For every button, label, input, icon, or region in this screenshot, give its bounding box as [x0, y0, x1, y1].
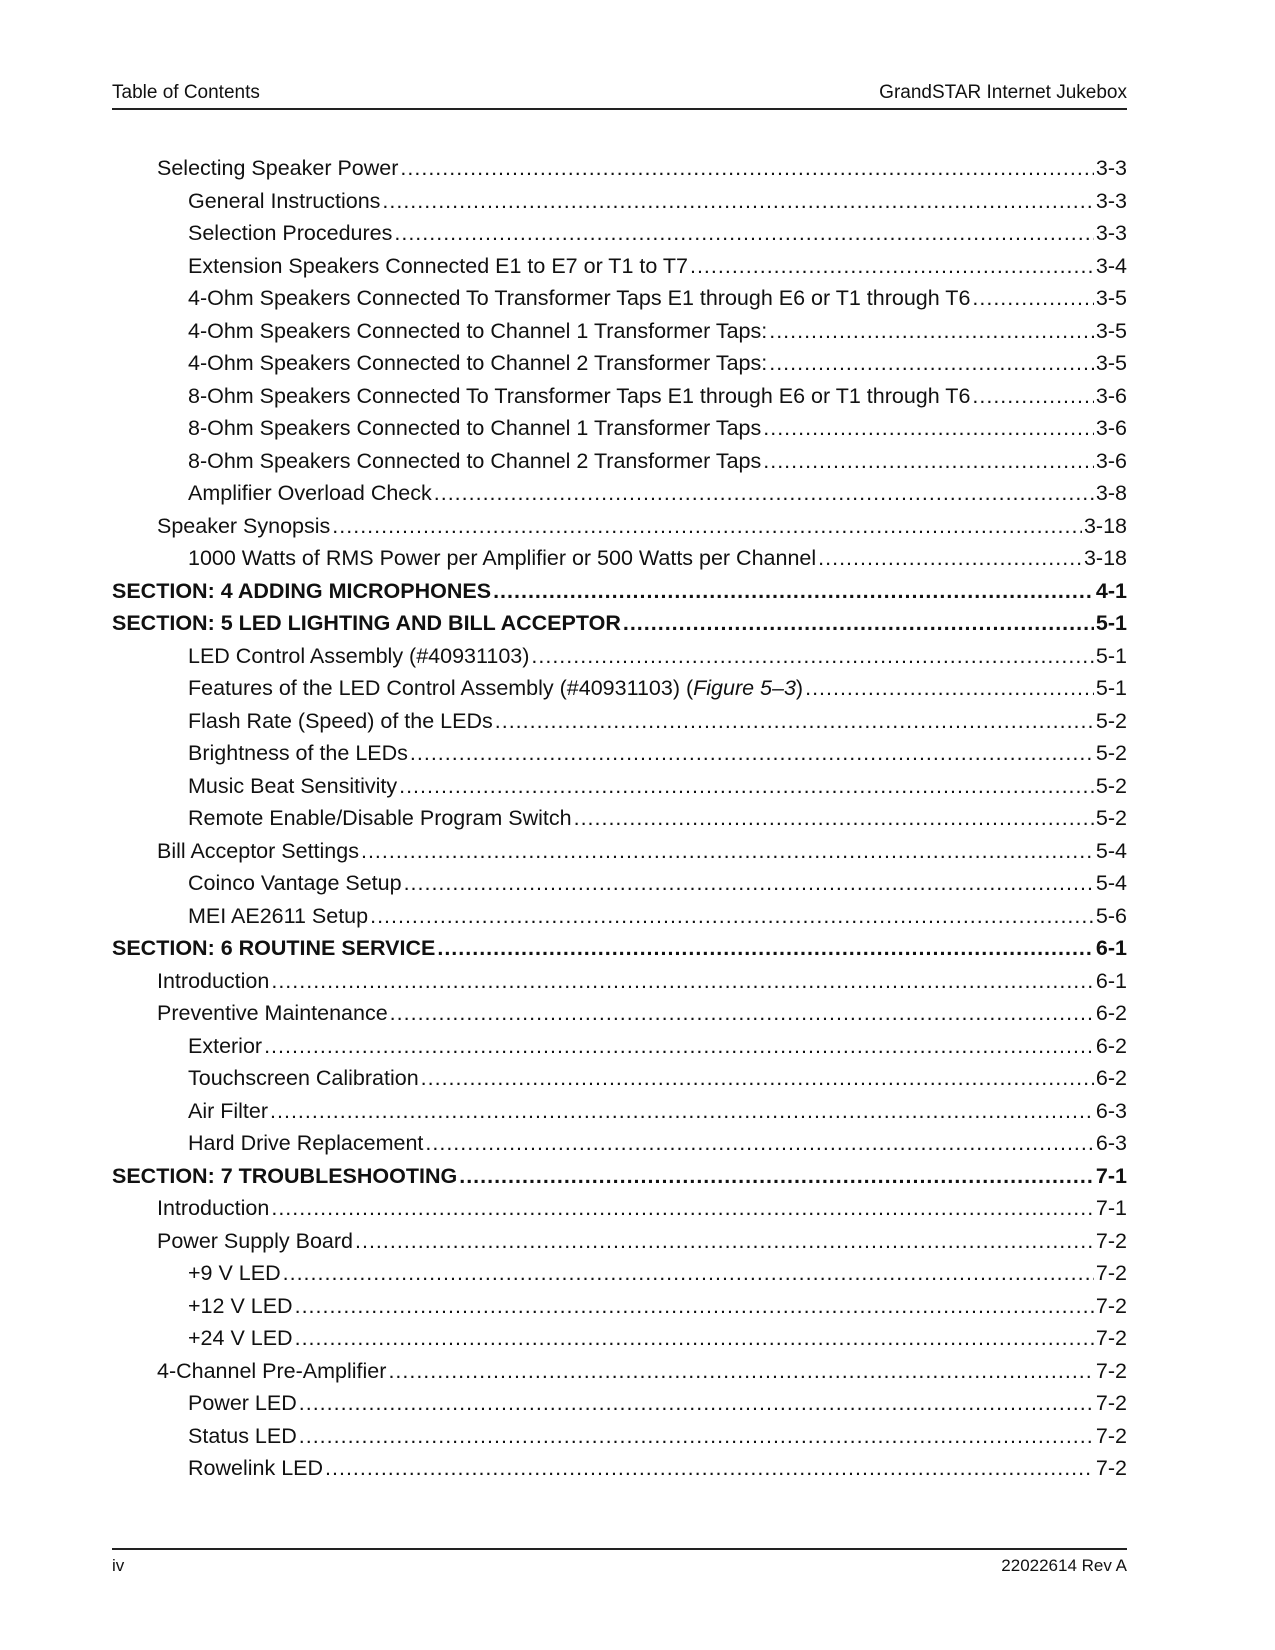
toc-entry-title-text: Flash Rate (Speed) of the LEDs — [188, 708, 493, 733]
toc-entry-title-text: SECTION: 4 ADDING MICROPHONES — [112, 578, 492, 603]
toc-entry-title — [188, 347, 767, 380]
toc-entry-title-text: Selecting Speaker Power — [157, 156, 399, 180]
toc-entry-title-text: Remote Enable/Disable Program Switch — [188, 806, 572, 830]
toc-entry-page-number: 5-2 — [1095, 708, 1127, 733]
toc-entry-title-text: 8-Ohm Speakers Connected To Transformer Taps E1 through E6 or T1 through T6 — [188, 383, 971, 408]
toc-entry-page-number: 3-3 — [1095, 156, 1127, 180]
dot-leader — [264, 1030, 1094, 1063]
table-of-contents — [112, 152, 1127, 1485]
dot-leader — [805, 672, 1094, 705]
toc-entry-title-text: Bill Acceptor Settings — [157, 838, 359, 863]
toc-entry-title-text: MEI AE2611 Setup — [188, 903, 369, 928]
toc-entry-title — [188, 282, 970, 315]
toc-entry[interactable] — [112, 1192, 1127, 1225]
toc-entry[interactable] — [112, 965, 1127, 998]
toc-entry[interactable] — [112, 672, 1127, 705]
toc-entry-page-number: 7-2 — [1095, 1261, 1127, 1285]
toc-entry[interactable] — [112, 802, 1127, 835]
toc-entry-title — [188, 412, 761, 445]
toc-entry[interactable] — [112, 900, 1127, 933]
toc-entry-figure-reference: Figure 5–3 — [693, 676, 796, 700]
toc-entry-page-number: 6-2 — [1095, 1033, 1127, 1058]
toc-entry[interactable] — [112, 1062, 1127, 1095]
toc-entry-title — [188, 1452, 323, 1485]
dot-leader — [390, 997, 1094, 1030]
dot-leader — [283, 1257, 1094, 1290]
dot-leader — [459, 1160, 1094, 1193]
toc-entry-title — [188, 737, 408, 770]
toc-entry-title-text: LED Control Assembly (#40931103) — [188, 643, 530, 668]
toc-entry-page-number: 6-3 — [1095, 1131, 1127, 1155]
dot-leader — [972, 380, 1094, 413]
toc-entry-page-number: 3-6 — [1095, 416, 1127, 440]
toc-entry-title — [188, 1127, 423, 1160]
toc-entry-page-number: 3-5 — [1095, 286, 1127, 310]
toc-entry[interactable] — [112, 1095, 1127, 1128]
dot-leader — [763, 445, 1094, 478]
toc-entry-title-text: Brightness of the LEDs — [188, 741, 408, 765]
toc-entry-title-text: Introduction — [157, 968, 270, 993]
toc-entry[interactable] — [112, 737, 1127, 770]
toc-entry-page-number: 3-3 — [1095, 188, 1127, 213]
dot-leader — [410, 737, 1094, 770]
toc-entry-page-number: 5-1 — [1095, 611, 1127, 635]
toc-entry-page-number: 6-2 — [1095, 1001, 1127, 1025]
toc-entry-title — [188, 250, 688, 283]
toc-entry-title — [157, 835, 359, 868]
toc-entry[interactable] — [112, 1387, 1127, 1420]
dot-leader — [299, 1420, 1094, 1453]
toc-entry[interactable] — [112, 1030, 1127, 1063]
toc-entry-title-text: +12 V LED — [188, 1293, 293, 1318]
dot-leader — [400, 152, 1094, 185]
header-document-title: GrandSTAR Internet Jukebox — [879, 82, 1127, 103]
toc-entry-title-text: Hard Drive Replacement — [188, 1131, 424, 1155]
toc-entry-title-text: Selection Procedures — [188, 221, 393, 245]
toc-entry-title — [188, 315, 767, 348]
toc-entry-page-number: 7-1 — [1095, 1196, 1127, 1220]
toc-entry-page-number: 5-2 — [1095, 741, 1127, 765]
toc-entry-title-text: 4-Ohm Speakers Connected To Transformer Taps E1 through E6 or T1 through T6 — [188, 286, 971, 310]
dot-leader — [270, 1095, 1094, 1128]
dot-leader — [769, 315, 1094, 348]
toc-section-entry[interactable] — [112, 932, 1127, 965]
toc-entry-page-number: 3-6 — [1095, 383, 1127, 408]
toc-entry-page-number: 3-5 — [1095, 318, 1127, 343]
toc-entry-title — [112, 932, 435, 965]
dot-leader — [818, 542, 1082, 575]
toc-entry-title — [112, 1160, 457, 1193]
toc-entry[interactable] — [112, 1127, 1127, 1160]
dot-leader — [295, 1322, 1094, 1355]
toc-entry[interactable] — [112, 705, 1127, 738]
toc-entry-title-text: 4-Ohm Speakers Connected to Channel 2 Transformer Taps: — [188, 351, 768, 375]
toc-entry-title — [188, 1257, 281, 1290]
toc-entry-title-text: 1000 Watts of RMS Power per Amplifier or 500 Watts per Channel — [188, 546, 817, 570]
dot-leader — [493, 575, 1094, 608]
page-header — [112, 80, 1127, 110]
toc-entry-title-text: Introduction — [157, 1196, 270, 1220]
toc-entry-title — [188, 867, 402, 900]
toc-entry-title — [188, 477, 432, 510]
toc-entry-page-number: 5-2 — [1095, 806, 1127, 830]
toc-entry[interactable] — [112, 380, 1127, 413]
toc-entry-title — [188, 1095, 268, 1128]
toc-entry[interactable] — [112, 997, 1127, 1030]
toc-entry[interactable] — [112, 1225, 1127, 1258]
toc-entry[interactable] — [112, 1322, 1127, 1355]
toc-entry-title-text: Rowelink LED — [188, 1456, 324, 1480]
toc-entry-title-text: SECTION: 7 TROUBLESHOOTING — [112, 1163, 458, 1188]
toc-entry-title — [188, 1420, 297, 1453]
toc-entry[interactable] — [112, 282, 1127, 315]
toc-entry-title — [188, 217, 392, 250]
toc-entry[interactable] — [112, 835, 1127, 868]
toc-entry-page-number: 3-4 — [1095, 253, 1127, 278]
toc-entry[interactable] — [112, 217, 1127, 250]
footer-document-number: 22022614 Rev A — [1001, 1556, 1127, 1575]
dot-leader — [355, 1225, 1094, 1258]
toc-entry-title — [188, 672, 803, 705]
toc-entry-title — [157, 1192, 269, 1225]
toc-entry-page-number: 4-1 — [1095, 578, 1127, 603]
toc-entry-title — [188, 445, 761, 478]
toc-entry-page-number: 3-8 — [1095, 481, 1127, 505]
dot-leader — [271, 965, 1094, 998]
toc-entry-page-number: 7-2 — [1095, 1456, 1127, 1480]
dot-leader — [299, 1387, 1094, 1420]
toc-entry[interactable] — [112, 347, 1127, 380]
dot-leader — [690, 250, 1094, 283]
toc-entry-page-number: 3-18 — [1083, 513, 1127, 538]
dot-leader — [332, 510, 1082, 543]
dot-leader — [382, 185, 1094, 218]
dot-leader — [437, 932, 1094, 965]
toc-section-entry[interactable] — [112, 607, 1127, 640]
toc-entry-page-number: 5-2 — [1095, 773, 1127, 798]
toc-entry-title — [188, 900, 368, 933]
toc-entry-title — [188, 1322, 293, 1355]
toc-entry-title — [157, 1225, 353, 1258]
toc-entry[interactable] — [112, 412, 1127, 445]
toc-entry-page-number: 3-18 — [1083, 546, 1127, 570]
toc-entry-title-text: SECTION: 6 ROUTINE SERVICE — [112, 936, 436, 960]
toc-entry-title-text: Power LED — [188, 1391, 297, 1415]
toc-entry-title — [157, 997, 388, 1030]
toc-entry-title — [188, 770, 397, 803]
dot-leader — [425, 1127, 1094, 1160]
toc-entry[interactable] — [112, 1420, 1127, 1453]
toc-entry-page-number: 3-6 — [1095, 448, 1127, 473]
toc-entry[interactable] — [112, 1257, 1127, 1290]
toc-entry-title — [188, 802, 572, 835]
toc-entry-page-number: 7-2 — [1095, 1293, 1127, 1318]
dot-leader — [361, 835, 1094, 868]
toc-entry-title-text: Status LED — [188, 1423, 297, 1448]
toc-entry-title-text: Amplifier Overload Check — [188, 481, 432, 505]
toc-entry-page-number: 5-6 — [1095, 903, 1127, 928]
dot-leader — [404, 867, 1094, 900]
toc-entry-title — [188, 640, 529, 673]
toc-entry-title-text: Air Filter — [188, 1098, 269, 1123]
toc-entry-title — [112, 575, 491, 608]
toc-entry-title-text: Preventive Maintenance — [157, 1001, 388, 1025]
toc-entry-title-text: Coinco Vantage Setup — [188, 871, 402, 895]
dot-leader — [271, 1192, 1094, 1225]
toc-entry-title — [188, 705, 493, 738]
toc-entry[interactable] — [112, 315, 1127, 348]
toc-entry-title — [157, 965, 269, 998]
toc-entry-title-text: Features of the LED Control Assembly (#40931103) ( — [188, 676, 694, 700]
toc-entry[interactable] — [112, 152, 1127, 185]
toc-entry-title — [157, 1355, 386, 1388]
toc-entry-page-number: 5-1 — [1095, 643, 1127, 668]
toc-entry-title — [188, 380, 970, 413]
toc-entry-page-number: 7-2 — [1095, 1358, 1127, 1383]
dot-leader — [325, 1452, 1094, 1485]
toc-entry-title-text: +9 V LED — [188, 1261, 281, 1285]
toc-entry-page-number: 3-5 — [1095, 351, 1127, 375]
toc-entry-page-number: 6-1 — [1095, 968, 1127, 993]
toc-entry-title-text: 8-Ohm Speakers Connected to Channel 1 Transformer Taps — [188, 416, 762, 440]
toc-entry-page-number: 7-2 — [1095, 1423, 1127, 1448]
toc-section-entry[interactable] — [112, 575, 1127, 608]
footer-page-number: iv — [112, 1556, 125, 1575]
toc-entry-title — [188, 1062, 419, 1095]
page-footer — [112, 1548, 1127, 1580]
toc-entry-title — [188, 185, 380, 218]
toc-entry-title — [188, 1387, 297, 1420]
toc-entry-title-text: SECTION: 5 LED LIGHTING AND BILL ACCEPTOR — [112, 611, 621, 635]
dot-leader — [421, 1062, 1094, 1095]
toc-entry-page-number: 6-1 — [1095, 936, 1127, 960]
dot-leader — [623, 607, 1094, 640]
dot-leader — [495, 705, 1094, 738]
toc-entry-title — [112, 607, 621, 640]
toc-entry-page-number: 7-2 — [1095, 1391, 1127, 1415]
toc-entry-page-number: 5-4 — [1095, 871, 1127, 895]
toc-entry[interactable] — [112, 770, 1127, 803]
toc-entry-title-text: Exterior — [188, 1033, 263, 1058]
toc-entry-page-number: 6-2 — [1095, 1066, 1127, 1090]
dot-leader — [574, 802, 1094, 835]
toc-entry-title-text: Extension Speakers Connected E1 to E7 or T1 to T7 — [188, 253, 688, 278]
toc-entry[interactable] — [112, 867, 1127, 900]
toc-entry-title-text: 8-Ohm Speakers Connected to Channel 2 Transformer Taps — [188, 448, 762, 473]
dot-leader — [394, 217, 1094, 250]
toc-entry[interactable] — [112, 510, 1127, 543]
dot-leader — [972, 282, 1094, 315]
toc-section-entry[interactable] — [112, 1160, 1127, 1193]
dot-leader — [295, 1290, 1094, 1323]
dot-leader — [434, 477, 1094, 510]
toc-entry-title — [188, 542, 816, 575]
dot-leader — [531, 640, 1094, 673]
toc-entry-title — [157, 510, 330, 543]
dot-leader — [370, 900, 1094, 933]
toc-entry-title-suffix: ) — [795, 676, 804, 700]
toc-entry-title-text: 4-Channel Pre-Amplifier — [157, 1358, 387, 1383]
toc-entry-page-number: 7-2 — [1095, 1326, 1127, 1350]
toc-entry-title-text: 4-Ohm Speakers Connected to Channel 1 Transformer Taps: — [188, 318, 768, 343]
dot-leader — [388, 1355, 1093, 1388]
toc-entry-title — [188, 1030, 262, 1063]
dot-leader — [763, 412, 1094, 445]
toc-entry-page-number: 5-4 — [1095, 838, 1127, 863]
toc-entry-title-text: +24 V LED — [188, 1326, 293, 1350]
toc-entry-title-text: Touchscreen Calibration — [188, 1066, 419, 1090]
dot-leader — [769, 347, 1094, 380]
toc-entry[interactable] — [112, 1452, 1127, 1485]
toc-entry[interactable] — [112, 250, 1127, 283]
toc-entry-title — [157, 152, 398, 185]
toc-entry[interactable] — [112, 185, 1127, 218]
dot-leader — [399, 770, 1094, 803]
toc-entry[interactable] — [112, 542, 1127, 575]
header-section-title: Table of Contents — [112, 82, 260, 103]
toc-entry-title-text: Music Beat Sensitivity — [188, 773, 398, 798]
toc-entry-page-number: 6-3 — [1095, 1098, 1127, 1123]
toc-entry[interactable] — [112, 445, 1127, 478]
toc-entry[interactable] — [112, 477, 1127, 510]
toc-entry-page-number: 3-3 — [1095, 221, 1127, 245]
toc-entry-title-text: General Instructions — [188, 188, 381, 213]
toc-entry[interactable] — [112, 1355, 1127, 1388]
toc-entry[interactable] — [112, 1290, 1127, 1323]
toc-entry-page-number: 7-1 — [1095, 1163, 1127, 1188]
toc-entry-title-text: Power Supply Board — [157, 1228, 353, 1253]
toc-entry[interactable] — [112, 640, 1127, 673]
toc-entry-title-text: Speaker Synopsis — [157, 513, 331, 538]
toc-entry-page-number: 5-1 — [1095, 676, 1127, 700]
toc-entry-page-number: 7-2 — [1095, 1228, 1127, 1253]
toc-entry-title — [188, 1290, 293, 1323]
